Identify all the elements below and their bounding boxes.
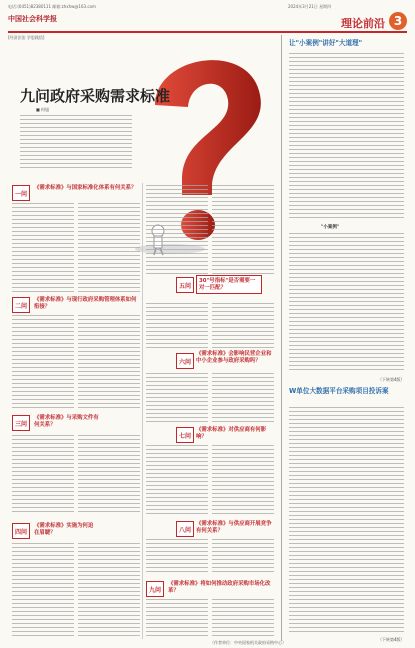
- intro-text: [20, 115, 132, 171]
- q8-text-col2: [212, 539, 274, 575]
- q4-text-col1: [12, 543, 74, 639]
- page-number-badge: 3: [389, 12, 407, 30]
- q1-title: 《需求标准》与国家标准化体系有何关系？: [34, 185, 137, 191]
- q7-badge: 七问: [176, 427, 194, 443]
- q3-text-col2: [78, 435, 140, 515]
- sidebar: [283, 35, 407, 641]
- q6-text-col2: [212, 373, 274, 423]
- q3-title: 《需求标准》与采购文件有何关系？: [34, 415, 99, 428]
- right-text-a1: [146, 185, 208, 275]
- author-note: （作者单位：中央国家机关政府采购中心）: [210, 640, 286, 645]
- q8-text-col1: [146, 539, 208, 575]
- q4-title: 《需求标准》实施为何迫在眉睫？: [34, 523, 94, 536]
- main-article: [8, 35, 278, 641]
- section-name: 理论前沿: [341, 17, 385, 30]
- q9-text-col2: [212, 599, 274, 639]
- header-info: [8, 4, 332, 9]
- q2-title: 《需求标准》与现行政府采购管理体系如何衔接？: [34, 297, 137, 310]
- sidebar-continue-1: （下转第4版）: [378, 377, 405, 382]
- sidebar-divider: [281, 35, 282, 641]
- q5-badge: 五问: [176, 277, 194, 293]
- header-divider: [8, 31, 407, 33]
- q7-text-col2: [212, 445, 274, 515]
- q5-title: 30"号指标"是否需要一对一匹配？: [196, 275, 262, 294]
- q2-badge: 二问: [12, 297, 30, 313]
- right-text-a2: [212, 185, 274, 275]
- header-date: 2024年3月21日 星期四: [288, 4, 332, 9]
- q4-badge: 四问: [12, 523, 30, 539]
- q7-text-col1: [146, 445, 208, 515]
- byline: ■ 何旭: [36, 107, 50, 112]
- q8-title: 《需求标准》与供应商开展竞争有何关系？: [196, 521, 272, 534]
- column-tag: [经济法治 学思践悟]: [8, 35, 45, 40]
- sidebar-text-2: [289, 233, 404, 373]
- q9-text-col1: [146, 599, 208, 639]
- q2-text-col1: [12, 315, 74, 410]
- sidebar-text-1: [289, 53, 404, 221]
- sidebar-title-1: 让"小案例"讲好"大道理": [289, 39, 363, 47]
- page-header: [8, 4, 407, 30]
- q1-text-col1: [12, 203, 74, 293]
- headline: 九问政府采购需求标准: [20, 87, 171, 105]
- q3-badge: 三问: [12, 415, 30, 431]
- newspaper-brand: 中国社会科学报: [8, 14, 57, 23]
- sidebar-subtitle-1: "小案例": [321, 225, 340, 230]
- column-divider: [142, 183, 143, 639]
- q4-text-col2: [78, 543, 140, 639]
- q9-title: 《需求标准》将如何推动政府采购市场化改革？: [168, 581, 271, 594]
- q1-badge: 一问: [12, 185, 30, 201]
- q5-text-col2: [212, 303, 274, 349]
- q5-text-col1: [146, 303, 208, 349]
- sidebar-title-2: W单位大数据平台采购项目投诉案: [289, 387, 389, 395]
- q3-text-col1: [12, 435, 74, 515]
- q6-text-col1: [146, 373, 208, 423]
- q8-badge: 八问: [176, 521, 194, 537]
- header-contact: 电话:(0451)82380111 邮箱:zhxhw@163.com: [8, 4, 96, 9]
- q9-badge: 九问: [146, 581, 164, 597]
- q2-text-col2: [78, 315, 140, 410]
- sidebar-text-3: [289, 407, 404, 635]
- q6-title: 《需求标准》会影响民营企业和中小企业参与政府采购吗？: [196, 351, 272, 364]
- q6-badge: 六问: [176, 353, 194, 369]
- q7-title: 《需求标准》对供应商有何影响？: [196, 427, 267, 440]
- q1-text-col2: [78, 203, 140, 293]
- sidebar-continue-2: （下转第4版）: [378, 637, 405, 642]
